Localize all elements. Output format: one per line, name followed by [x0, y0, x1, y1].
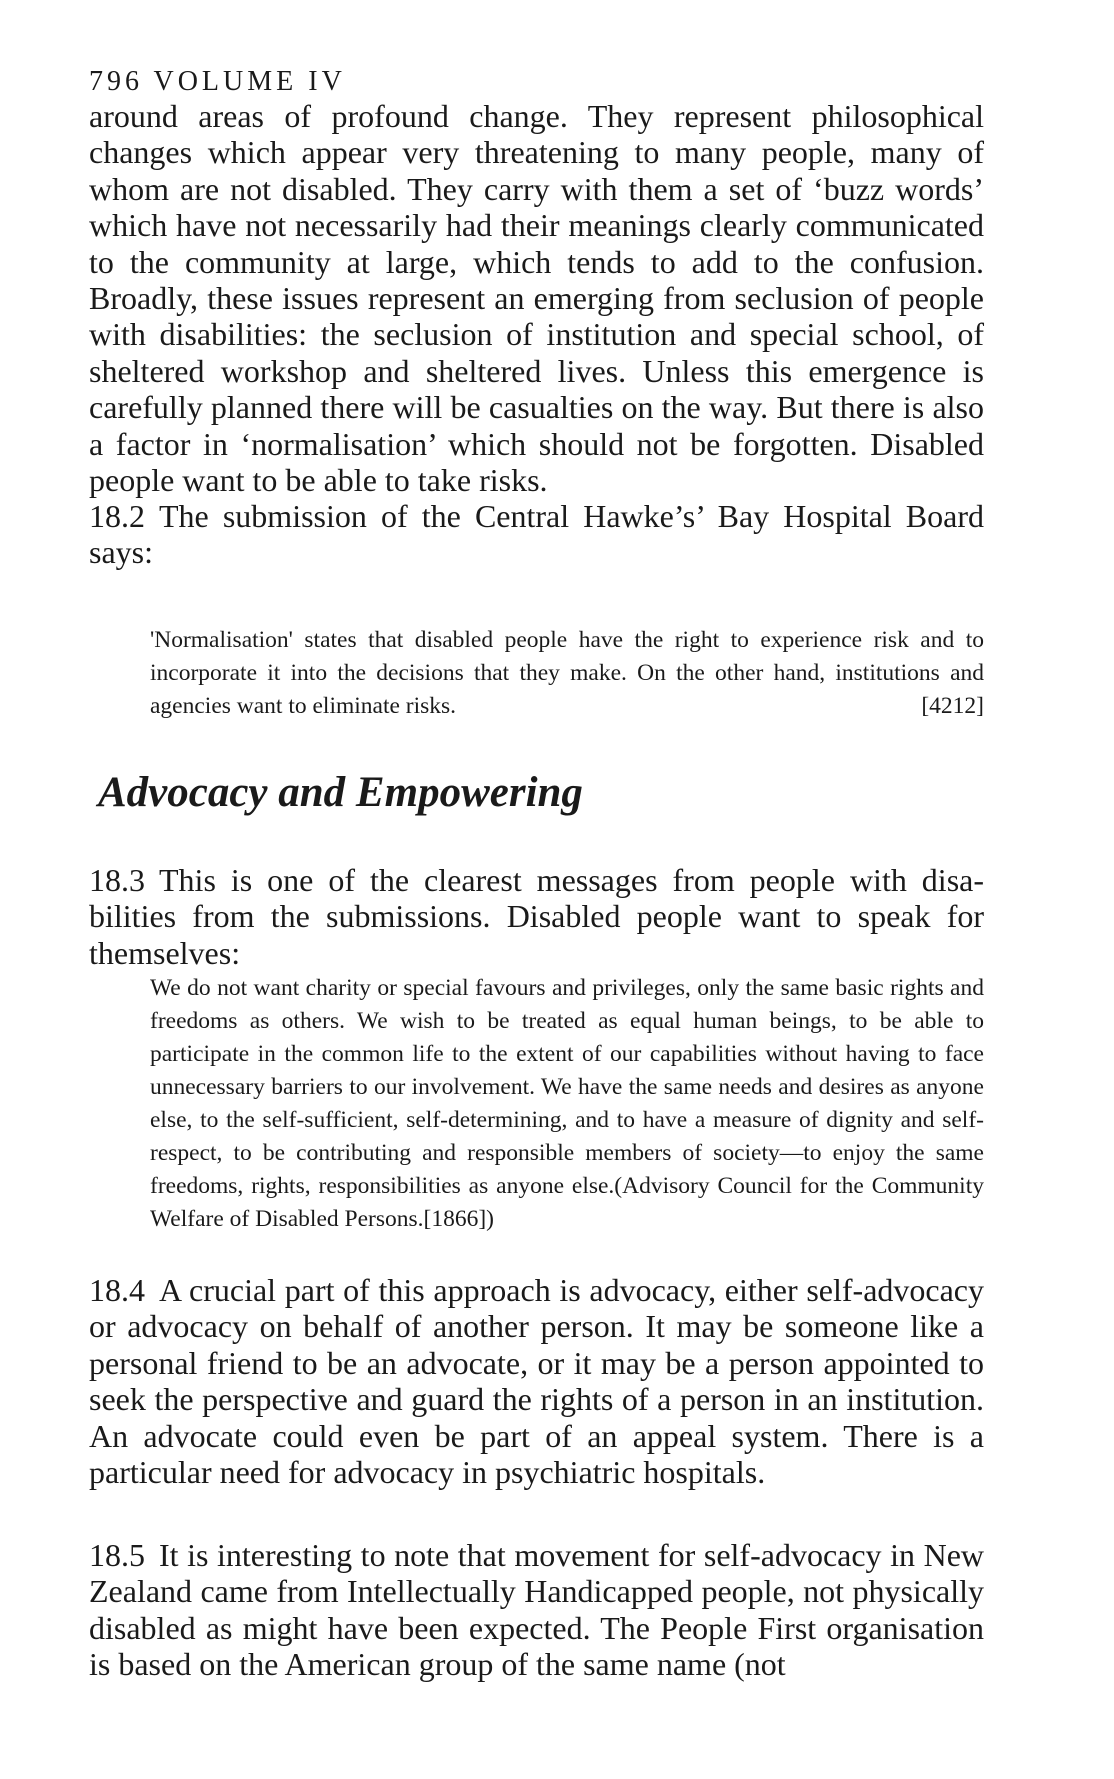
- quote-reference: [4212]: [921, 693, 984, 719]
- paragraph-intro: around areas of profound change. They represent philosophical changes which appear very threatening to many people, many of whom are not disabled. They carry with them a set of ‘buzz words’ which have not necessarily had their meanings clearly communicated to the community at large, which tends to add to the confusion. Broadly, these issues represent an emerging from seclusion of people with disabilities: the seclusion of institution and special school, of sheltered workshop and sheltered lives. Unless this emergence is carefully planned there will be casualties on the way. But there is also a factor in ‘normalisation’ which should not be forgotten. Disabled people want to be able to take risks.: [89, 98, 984, 499]
- paragraph-18-5: [89, 1537, 984, 1683]
- paragraph-text: A crucial part of this approach is advocacy, either self-advocacy or advocacy on behalf of another person. It may be someone like a personal friend to be an advocate, or it may be a person appointed to seek the perspective and guard the rights of a person in an institution. An advocate could even be part of an appeal system. There is a particular need for advocacy in psychiatric hospitals.: [89, 1272, 984, 1491]
- section-heading: Advocacy and Empowering: [98, 769, 583, 816]
- paragraph-number: 18.5: [89, 1537, 145, 1573]
- paragraph-18-3: [89, 862, 984, 971]
- paragraph-text: The submission of the Central Hawke’s’ Bay Hospital Board says:: [89, 498, 984, 571]
- block-quote-18-3: We do not want charity or special favours and privileges, only the same basic rights and freedoms as others. We wish to be treated as equal human beings, to be able to participate in the common life to the extent of our capabilities without having to face unnecessary barriers to our involvement. We have the same needs and desires as anyone else, to the self-sufficient, self-determining, and to have a measure of dignity and self-respect, to be contributing and responsible members of society—to enjoy the same freedoms, rights, responsibilities as anyone else.(Advisory Council for the Community Welfare of Disabled Persons.[1866]): [150, 975, 984, 1232]
- paragraph-18-2: [89, 498, 984, 571]
- paragraph-number: 18.4: [89, 1272, 145, 1308]
- block-quote-18-2: [150, 624, 984, 723]
- paragraph-text: This is one of the clearest messages from people with disabilities from the submissions. Disabled people want to speak for themselves:: [89, 862, 984, 971]
- paragraph-18-4: [89, 1272, 984, 1490]
- quote-text: 'Normalisation' states that disabled people have the right to experience risk and to incorporate it into the decisions that they make. On the other hand, institutions and agencies want to eliminate risks.: [150, 627, 984, 719]
- paragraph-number: 18.2: [89, 498, 145, 534]
- running-head: 796 VOLUME IV: [89, 66, 346, 97]
- paragraph-text: It is interesting to note that movement for self-advocacy in New Zealand came from Intellectually Handicapped people, not physically disabled as might have been expected. The People First organisation is based on the American group of the same name (not: [89, 1537, 984, 1683]
- paragraph-number: 18.3: [89, 862, 145, 898]
